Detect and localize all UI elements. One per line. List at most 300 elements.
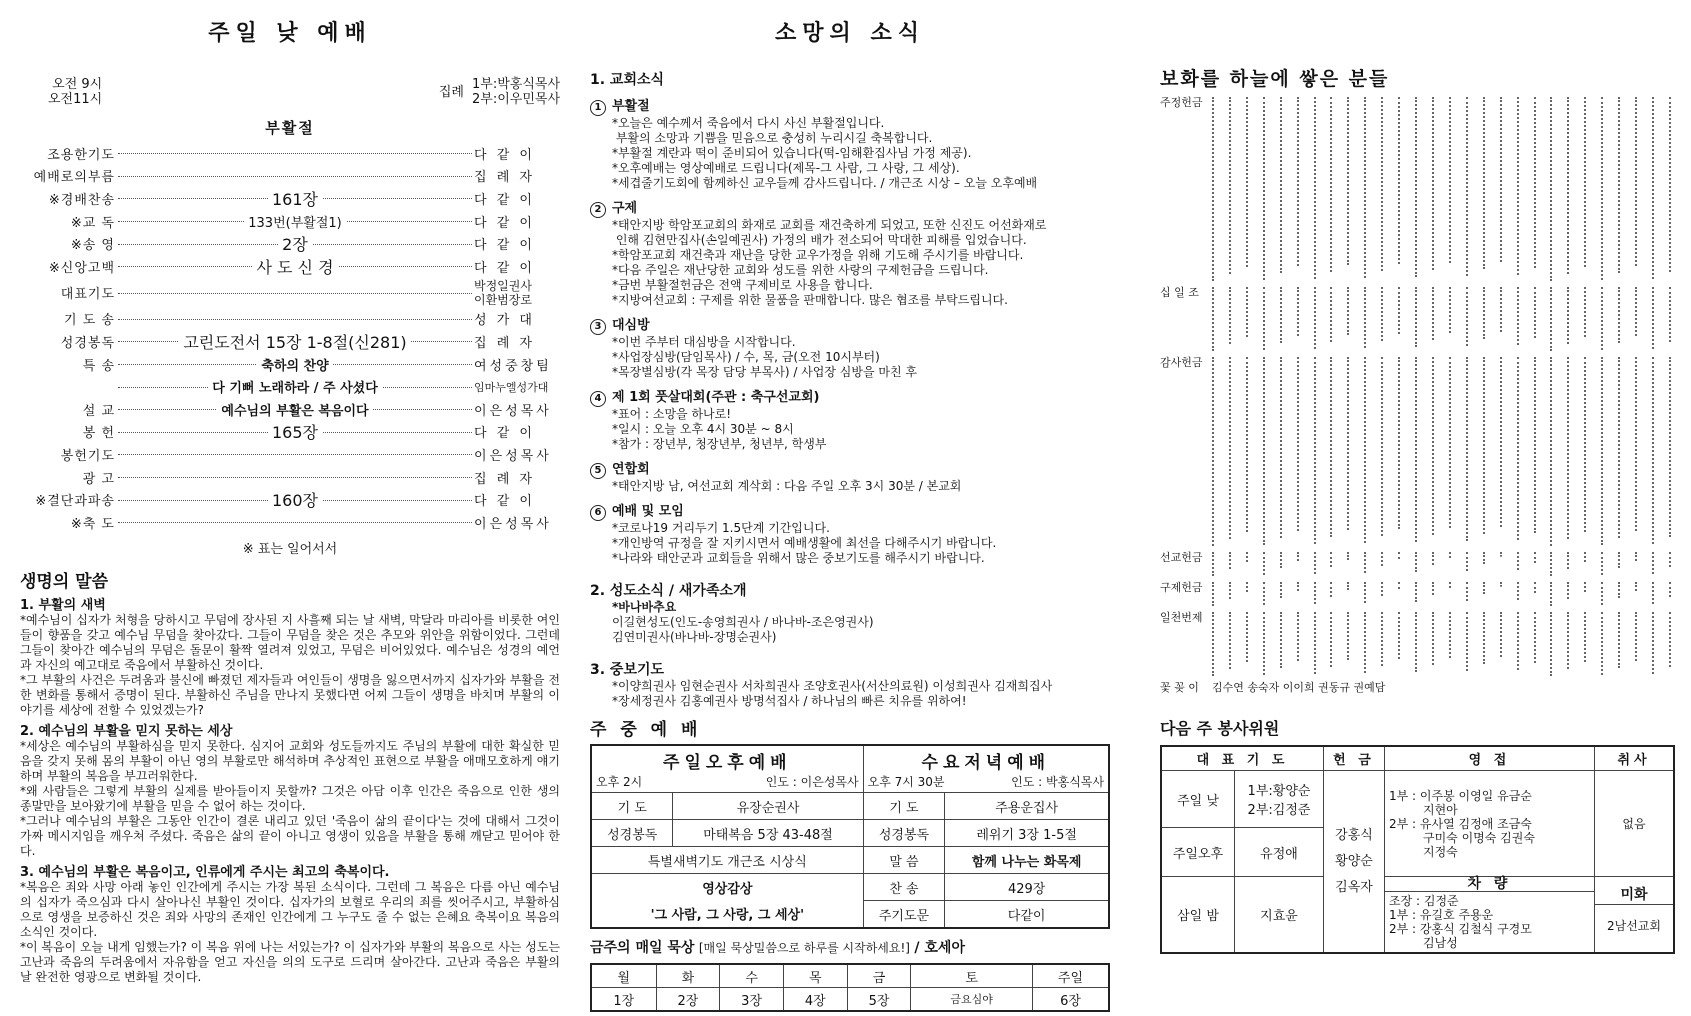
offering-names-block (1212, 357, 1675, 552)
car-line: 1부 : 유길호 주용운 (1389, 908, 1494, 922)
news-item-label: 구제 (612, 201, 638, 216)
name-column-texture (1483, 552, 1489, 564)
name-column-texture (1398, 582, 1404, 589)
day-cell: 화 (656, 964, 720, 988)
name-column-texture (1584, 357, 1590, 532)
name-column-texture (1330, 287, 1336, 342)
meditation-title: 금주의 매일 묵상 (590, 940, 695, 956)
name-column-texture (1280, 612, 1286, 668)
name-column-texture (1263, 287, 1269, 350)
offering-category-row (1160, 97, 1675, 287)
order-item: 예수님의 부활은 복음이다 (217, 404, 372, 419)
news-item-label: 대심방 (612, 318, 650, 333)
name-column-texture (1212, 97, 1218, 281)
name-column-texture (1449, 97, 1455, 263)
name-column-texture (1534, 357, 1540, 533)
name-column-texture (1246, 97, 1252, 267)
chapter-cell: 1장 (591, 988, 656, 1012)
order-name: 봉 헌 (20, 422, 117, 441)
wed-prayer-value: 주용운집사 (945, 793, 1109, 820)
news-h2: 2. 성도소식 / 새가족소개 (590, 583, 747, 599)
beauty-value: 2남선교회 (1606, 918, 1661, 933)
offering-name: 강홍식 (1335, 827, 1373, 843)
order-row (20, 353, 560, 376)
name-column-texture (1415, 552, 1421, 572)
news-item-label: 예배 및 모임 (612, 504, 684, 519)
life-s1-p2: *그 부활의 사건은 두려움과 불신에 빠졌던 제자들과 여인들이 생명을 잃으면서까지 십자가와 부활을 전한 변화를 통해서 증명이 된다. 부활하신 주님을 만나지 못했다면 어찌 그들이 생명을 바치며 부활의 이야기를 세상에 전할 수 있었겠는가? (20, 672, 560, 717)
name-column-texture (1364, 552, 1370, 573)
order-item: 2장 (278, 235, 312, 254)
name-column-texture (1212, 582, 1218, 606)
worship-subtitle: 부활절 (265, 119, 315, 137)
leader-dots (118, 293, 472, 294)
new-family-2: 김연미권사(바나바-장명순권사) (612, 630, 777, 644)
name-column-texture (1534, 552, 1540, 563)
order-leader: 다 같 이 (474, 490, 560, 509)
name-column-texture (1584, 287, 1590, 337)
name-column-texture (1534, 287, 1540, 338)
officiant-label: 집례 (438, 84, 464, 100)
duty-head-usher: 영 접 (1385, 746, 1595, 771)
name-column-texture (1330, 357, 1336, 537)
offering-category-row (1160, 612, 1675, 682)
meditation-book: / 호세아 (914, 940, 965, 956)
day-cell: 월 (591, 964, 656, 988)
name-column-texture (1432, 97, 1438, 270)
name-column-texture (1398, 552, 1404, 559)
name-column-texture (1550, 97, 1556, 281)
news-item-label: 부활절 (612, 99, 650, 114)
order-leader: 이환범장로 (474, 292, 532, 307)
day-cell: 주일 (1032, 964, 1109, 988)
name-column-texture (1229, 357, 1235, 539)
name-column-texture (1466, 287, 1472, 346)
name-column-texture (1364, 357, 1370, 543)
order-name: ※송 영 (20, 234, 117, 253)
name-column-texture (1330, 612, 1336, 667)
news-line: *오후예배는 영상예배로 드립니다(제목-그 사람, 그 사랑, 그 세상). (612, 161, 960, 175)
chapter-cell: 금요심야 (911, 988, 1033, 1012)
name-column-texture (1347, 612, 1353, 660)
order-item: 161장 (268, 190, 322, 209)
news-line: *참가 : 장년부, 청장년부, 청년부, 학생부 (612, 437, 827, 451)
order-leader: 성 가 대 (474, 309, 560, 328)
life-s3-p1: *복음은 죄와 사망 아래 놓인 인간에게 주시는 가장 복된 소식이다. 그런데 그 복음은 다름 아닌 예수님의 십자가 죽으심과 다시 살아나신 부활인 것이다. 십자가의 보혈로 우리의 죄를 씻어주시고, 부활하심으로 영생을 보증하신 것은 죄와 사망의 존재인 인간에게 그 누구도 줄 수 없는 은혜요 축복이요 복음의 소식인 것이다. (20, 879, 560, 939)
worship-times (20, 77, 560, 107)
order-leader: 집 례 자 (474, 166, 560, 185)
usher-line: 구미숙 이명숙 김권숙 (1423, 830, 1535, 845)
name-column-texture (1364, 97, 1370, 278)
name-column-texture (1534, 612, 1540, 663)
name-column-texture (1517, 357, 1523, 540)
name-column-texture (1517, 287, 1523, 345)
offering-names-block (1212, 682, 1675, 706)
news-item-title (590, 197, 1110, 218)
news-line: *코로나19 거리두기 1.5단계 기간입니다. (612, 521, 830, 535)
name-column-texture (1415, 97, 1421, 277)
duty-row-prayer: 유정애 (1235, 828, 1324, 877)
order-item: 고린도전서 15장 1-8절(신281) (179, 333, 410, 352)
news-line: *부활절 계란과 떡이 준비되어 있습니다(떡-임해환집사님 가정 제공). (612, 146, 972, 160)
name-column-texture (1635, 582, 1641, 591)
leader-dots (118, 522, 472, 523)
life-s3-p2: *이 복음이 오늘 내게 임했는가? 이 복음 위에 나는 서있는가? 이 십자가와 부활의 복음으로 사는 성도는 고난과 죽음의 두려움에서 자유함을 얻고 자신을 의의 도구로 드리며 살아간다. 고난과 죽음은 부활의 날 완전한 영광으로 변화될 것이다. (20, 939, 560, 984)
leader-dots (118, 477, 472, 478)
order-name: 특 송 (20, 355, 117, 374)
name-column-texture (1280, 287, 1286, 343)
order-row (20, 511, 560, 534)
name-column-texture (1584, 612, 1590, 662)
circled-number: 5 (590, 463, 606, 479)
order-name: 광 고 (20, 468, 117, 487)
order-leader (474, 279, 560, 307)
name-column-texture (1550, 357, 1556, 546)
news-line: *학암포교회 재건축과 재난을 당한 교우가정을 위해 기도해 주시기를 바랍니다. (612, 248, 1024, 262)
order-row (20, 187, 560, 210)
name-column-texture (1432, 357, 1438, 535)
order-row (20, 255, 560, 278)
name-column-texture (1280, 552, 1286, 568)
order-row (20, 210, 560, 233)
offering-name: 김옥자 (1335, 879, 1373, 895)
news-item-label: 연합회 (612, 462, 650, 477)
name-column-texture (1652, 357, 1658, 544)
news-line: *개인방역 규정을 잘 지키시면서 예배생활에 최선을 다해주시기 바랍니다. (612, 536, 997, 550)
news-line: *태안지방 학암포교회의 화재로 교회를 재건축하게 되었고, 또한 신진도 어선화재로 (612, 218, 1047, 232)
name-column-texture (1652, 97, 1658, 279)
name-column-texture (1229, 552, 1235, 569)
sun-pm-time: 오후 2시 (596, 775, 643, 789)
news-line: *이번 주부터 대심방을 시작합니다. (612, 335, 796, 349)
name-column-texture (1517, 612, 1523, 670)
name-column-texture (1618, 582, 1624, 598)
name-column-texture (1212, 612, 1218, 676)
name-column-texture (1314, 612, 1320, 674)
chapters-row (591, 988, 1109, 1012)
duty-head-offering: 헌 금 (1324, 746, 1385, 771)
name-column-texture (1297, 552, 1303, 561)
name-column-texture (1263, 97, 1269, 280)
offering-names-block (1212, 287, 1675, 357)
offering-category-label: 구제헌금 (1160, 581, 1203, 594)
name-column-texture (1652, 582, 1658, 604)
wed-prayer-label: 기 도 (863, 793, 945, 820)
duty-head-prayer: 대 표 기 도 (1161, 746, 1324, 771)
name-column-texture (1483, 357, 1489, 534)
name-column-texture (1297, 97, 1303, 266)
news-title: 소망의 소식 (775, 21, 925, 46)
meditation-note: [매일 묵상밀씀으로 하루를 시작하세요!] (698, 941, 910, 955)
leader-dots (118, 319, 472, 320)
meditation-header (590, 937, 1110, 957)
life-s2-p1: *세상은 예수님의 부활하심을 믿지 못한다. 심지어 교회와 성도들까지도 주님의 부활에 대한 확실한 믿음을 갖지 못해 몸의 부활이 아닌 영의 부활로만 해석하며 추상적인 표현으로 부활을 애매모호하게 얘기하며 부활의 복음을 부끄러워한다. (20, 738, 560, 783)
offering-category-row (1160, 287, 1675, 357)
order-item: 축하의 찬양 (257, 359, 332, 374)
sun-reading-label: 성경봉독 (591, 820, 673, 847)
offering-category-label: 일천번제 (1160, 611, 1203, 624)
name-column-texture (1229, 612, 1235, 669)
order-name: 기 도 송 (20, 309, 117, 328)
sun-prayer-label: 기 도 (591, 793, 673, 820)
offering-name: 황양순 (1335, 853, 1373, 869)
order-row (20, 488, 560, 511)
offering-grid (1160, 97, 1675, 706)
life-s2-p2: *왜 사람들은 그렇게 부활의 실제를 받아들이지 못할까? 그것은 아담 이후 인간은 죽음으로 인한 생의 종말만을 보아왔기에 부활을 믿을 수 없어 하는 것이다. (20, 783, 560, 813)
duty-row-prayer: 1부:황양순 2부:김정준 (1235, 771, 1324, 828)
name-column-texture (1432, 552, 1438, 565)
name-column-texture (1567, 582, 1573, 599)
wed-sermon-label: 말 씀 (863, 847, 945, 874)
name-column-texture (1550, 287, 1556, 351)
news-item-label: 제 1회 풋살대회(주관 : 축구선교회) (612, 390, 820, 405)
name-column-texture (1618, 287, 1624, 343)
name-column-texture (1449, 612, 1455, 658)
offering-category-label: 꽃 꽂 이 (1160, 681, 1199, 694)
news-h1: 1. 교회소식 (590, 72, 665, 88)
name-column-texture (1364, 612, 1370, 673)
name-column-texture (1364, 287, 1370, 348)
offering-category-row (1160, 357, 1675, 552)
name-column-texture (1466, 582, 1472, 601)
name-column-texture (1229, 287, 1235, 344)
wed-reading-label: 성경봉독 (863, 820, 945, 847)
prayer-line-1: *이양희권사 임현순권사 서차희권사 조양호권사(서산의료원) 이성희권사 김재희집사 (612, 679, 1053, 693)
name-column-texture (1263, 552, 1269, 575)
offering-category-label: 감사헌금 (1160, 356, 1203, 369)
news-line: *다음 주일은 재난당한 교회와 성도를 위한 사랑의 구제헌금을 드립니다. (612, 263, 989, 277)
news-line: 인해 김현만집사(손일예권사) 가정의 배가 전소되어 막대한 피해를 입었습니다. (612, 233, 1027, 247)
weekly-service-table (590, 744, 1110, 929)
wed-reading-value: 레위기 3장 1-5절 (945, 820, 1109, 847)
name-column-texture (1330, 552, 1336, 567)
name-column-texture (1432, 582, 1438, 595)
offering-title: 보화를 하늘에 쌓은 분들 (1160, 68, 1390, 90)
name-column-texture (1550, 612, 1556, 676)
name-column-texture (1297, 287, 1303, 336)
wed-lords-prayer-label: 주기도문 (863, 901, 945, 929)
chapter-cell: 5장 (847, 988, 911, 1012)
order-name: 대표기도 (20, 283, 117, 302)
duty-row-label: 삼일 밤 (1161, 877, 1235, 954)
news-line: *목장별심방(각 목장 담당 부목사) / 사업장 심방을 마친 후 (612, 365, 917, 379)
name-column-texture (1466, 97, 1472, 276)
name-column-texture (1466, 552, 1472, 571)
order-name: ※교 독 (20, 212, 117, 231)
order-leader: 다 같 이 (474, 422, 560, 441)
name-column-texture (1297, 612, 1303, 661)
name-column-texture (1347, 552, 1353, 560)
name-column-texture (1212, 287, 1218, 351)
name-column-texture (1466, 612, 1472, 671)
offering-names-block (1212, 612, 1675, 682)
order-leader: 임마누엘성가대 (474, 379, 560, 395)
sun-pm-title: 주일오후예배 (663, 753, 792, 773)
name-column-texture (1500, 582, 1506, 587)
order-name: 조용한기도 (20, 144, 117, 163)
order-item: 160장 (268, 491, 322, 510)
name-column-texture (1669, 552, 1675, 567)
order-leader: 다 같 이 (474, 189, 560, 208)
name-column-texture (1347, 357, 1353, 530)
name-column-texture (1669, 582, 1675, 597)
order-row (20, 232, 560, 255)
duty-row-prayer: 지효윤 (1235, 877, 1324, 954)
wed-leader: 인도 : 박홍식목사 (1011, 775, 1104, 789)
day-cell: 금 (847, 964, 911, 988)
name-column-texture (1449, 582, 1455, 588)
circled-number: 6 (590, 505, 606, 521)
name-column-texture (1398, 287, 1404, 334)
order-leader: 이은성목사 (474, 445, 560, 464)
wed-hymn-label: 찬 송 (863, 874, 945, 901)
name-column-texture (1347, 287, 1353, 335)
weekly-title: 주 중 예 배 (590, 720, 702, 740)
order-row (20, 398, 560, 421)
order-leader: 이은성목사 (474, 513, 560, 532)
news-line: *지방여선교회 : 구제를 위한 물품을 판매합니다. 많은 협조를 부탁드립니다. (612, 293, 1008, 307)
leader-dots (118, 153, 472, 154)
name-column-texture (1280, 582, 1286, 598)
name-column-texture (1618, 97, 1624, 273)
duty-title: 다음 주 봉사위원 (1160, 719, 1280, 738)
order-name: 성경봉독 (20, 332, 117, 351)
offering-category-row (1160, 682, 1675, 706)
prayer-line-2: *장세정권사 김홍예권사 방명석집사 / 하나님의 빠른 치유를 위하여! (612, 694, 967, 708)
news-items (590, 95, 1110, 566)
name-column-texture (1500, 287, 1506, 332)
name-column-texture (1381, 582, 1387, 596)
order-name: ※결단과파송 (20, 490, 117, 509)
leader-dots (118, 454, 472, 455)
order-row (20, 330, 560, 353)
duty-table (1160, 745, 1675, 954)
name-column-texture (1567, 552, 1573, 569)
name-column-texture (1347, 97, 1353, 265)
name-column-texture (1347, 582, 1353, 590)
order-leader: 박정일권사 (474, 278, 532, 293)
name-column-texture (1550, 552, 1556, 576)
name-column-texture (1483, 287, 1489, 339)
news-column (590, 0, 1110, 1012)
name-column-texture (1669, 612, 1675, 667)
duty-row-label: 주일 낮 (1161, 771, 1235, 828)
name-column-texture (1500, 552, 1506, 557)
chapter-cell: 3장 (720, 988, 784, 1012)
order-name: 예배로의부름 (20, 166, 117, 185)
offering-names-block (1212, 552, 1675, 582)
news-item-title (590, 458, 1110, 479)
news-line: *오늘은 예수께서 죽음에서 다시 사신 부활절입니다. (612, 116, 885, 130)
wed-sermon-value: 함께 나누는 화목제 (945, 847, 1109, 874)
name-column-texture (1584, 552, 1590, 562)
name-column-texture (1330, 582, 1336, 597)
usher-line: 2부 : 유사열 김정애 조금숙 (1389, 816, 1532, 831)
name-column-texture (1534, 582, 1540, 593)
order-leader: 다 같 이 (474, 257, 560, 276)
name-column-texture (1381, 357, 1387, 536)
name-column-texture (1601, 552, 1607, 575)
sun-video-title: '그 사람, 그 사랑, 그 세상' (591, 901, 863, 929)
name-column-texture (1635, 97, 1641, 266)
name-column-texture (1398, 357, 1404, 529)
name-column-texture (1415, 357, 1421, 542)
chapter-cell: 6장 (1032, 988, 1109, 1012)
officiant-2: 2부:이우민목사 (472, 92, 560, 107)
order-row (20, 466, 560, 489)
name-column-texture (1246, 582, 1252, 592)
order-name: ※축 도 (20, 513, 117, 532)
name-column-texture (1246, 552, 1252, 562)
name-column-texture (1635, 287, 1641, 336)
offering-category-row (1160, 582, 1675, 612)
circled-number: 4 (590, 391, 606, 407)
new-family-label: *바나바추요 (612, 600, 677, 614)
name-column-texture (1500, 97, 1506, 262)
name-column-texture (1263, 582, 1269, 605)
life-s2-p3: *그러나 예수님의 부활은 그동안 인간이 결론 내리고 있던 '죽음이 삶의 끝이다'는 것에 대해서 그것이 가짜 메시지임을 깨우쳐 주셨다. 죽음은 삶의 끝이 아니고 영생이 있음을 부활을 통해 깨닫고 믿어야 한다. (20, 813, 560, 858)
sun-pm-leader: 인도 : 이은성목사 (765, 775, 859, 789)
name-column-texture (1415, 612, 1421, 672)
order-leader: 다 같 이 (474, 212, 560, 231)
life-s3-title: 3. 예수님의 부활은 복음이고, 인류에게 주시는 최고의 축복이다. (20, 864, 390, 880)
usher-line: 지정숙 (1423, 844, 1458, 859)
name-column-texture (1652, 612, 1658, 674)
news-item-title (590, 95, 1110, 116)
sun-prayer-value: 유장순권사 (673, 793, 863, 820)
name-column-texture (1314, 97, 1320, 279)
name-column-texture (1229, 582, 1235, 599)
offering-category-label: 선교헌금 (1160, 551, 1203, 564)
name-column-texture (1550, 582, 1556, 606)
sun-special-event: 특별새벽기도 개근조 시상식 (591, 847, 863, 874)
name-column-texture (1517, 582, 1523, 600)
duty-row-label: 주일오후 (1161, 828, 1235, 877)
flower-names: 김수연 송숙자 이이희 권동규 권예담 (1212, 681, 1386, 694)
order-row (20, 375, 560, 398)
news-line: *세겹줄기도회에 함께하신 교우들께 감사드립니다. / 개근조 시상 – 오늘 오후예배 (612, 176, 1038, 190)
car-label: 차 량 (1385, 877, 1594, 892)
name-column-texture (1601, 612, 1607, 675)
usher-line: 지현아 (1423, 802, 1458, 817)
meal-value: 없음 (1595, 771, 1675, 877)
worship-column (20, 0, 560, 985)
wed-hymn-value: 429장 (945, 874, 1109, 901)
order-item: 다 기뻐 노래하라 / 주 사셨다 (208, 381, 382, 396)
order-item: 165장 (268, 423, 322, 442)
name-column-texture (1483, 97, 1489, 269)
order-leader: 집 례 자 (474, 468, 560, 487)
name-column-texture (1635, 612, 1641, 661)
name-column-texture (1263, 612, 1269, 675)
news-h3: 3. 중보기도 (590, 662, 665, 678)
name-column-texture (1314, 552, 1320, 574)
officiant-1: 1부:박홍식목사 (472, 77, 560, 92)
order-row (20, 308, 560, 331)
name-column-texture (1635, 552, 1641, 561)
days-row (591, 964, 1109, 988)
name-column-texture (1601, 357, 1607, 545)
name-column-texture (1330, 97, 1336, 272)
name-column-texture (1415, 287, 1421, 347)
car-line: 김남성 (1423, 936, 1458, 950)
life-word-title: 생명의 말씀 (20, 571, 109, 592)
name-column-texture (1567, 357, 1573, 539)
name-column-texture (1584, 97, 1590, 267)
chapter-cell: 2장 (656, 988, 720, 1012)
duty-head-meal: 취사 (1595, 746, 1675, 771)
name-column-texture (1500, 357, 1506, 527)
order-name: 설 교 (20, 400, 117, 419)
